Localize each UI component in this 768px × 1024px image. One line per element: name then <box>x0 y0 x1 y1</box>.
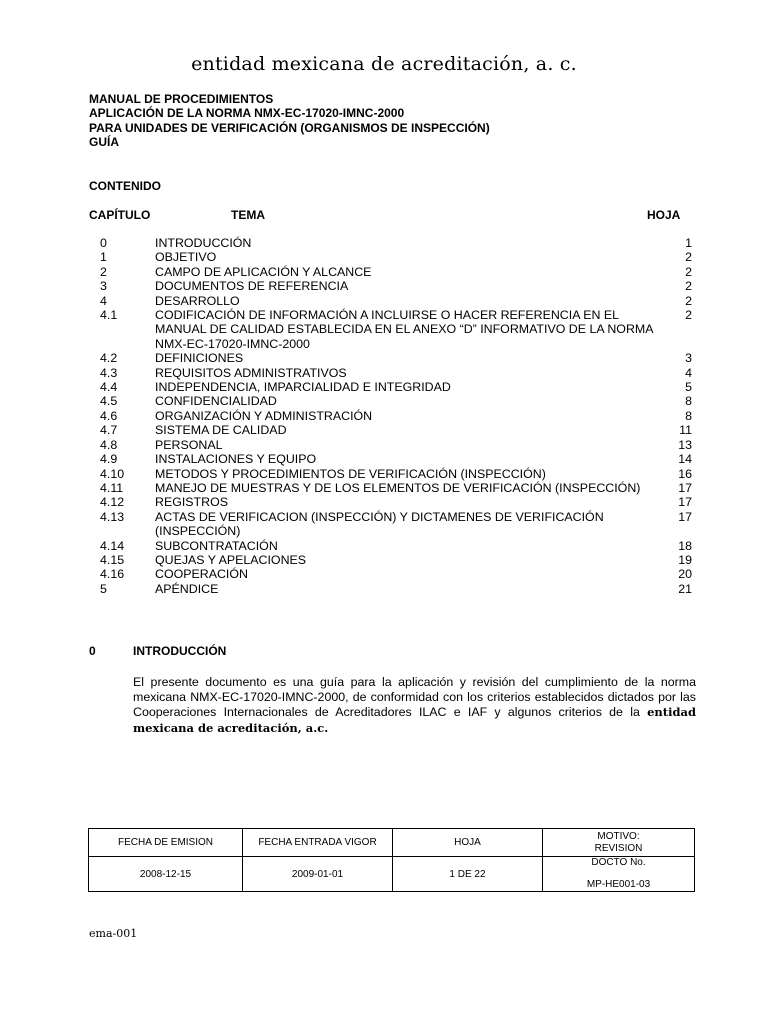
toc-topic: REGISTROS <box>155 495 228 510</box>
toc-topic: CAMPO DE APLICACIÓN Y ALCANCE <box>155 264 372 279</box>
toc-row <box>100 409 692 423</box>
sheet-value: 1 DE 22 <box>393 857 543 892</box>
toc-page-number: 17 <box>678 509 692 524</box>
introduction-text: El presente documento es una guía para la aplicación y revisión del cumplimiento de la norma mexicana NMX-EC-17020-IMNC-2000, de conformidad con los criterios establecidos dictados por las Cooperaciones Internacionales de Acreditadores ILAC e IAF y algunos criterios de la <box>133 675 696 720</box>
motivo-label: MOTIVO: <box>597 830 640 842</box>
toc-topic: PERSONAL <box>155 437 223 452</box>
introduction-paragraph <box>133 675 696 736</box>
toc-topic: APÉNDICE <box>155 581 219 596</box>
toc-page-number: 8 <box>685 394 692 409</box>
document-header <box>89 92 490 149</box>
toc-page-number: 21 <box>678 581 692 596</box>
toc-page-number: 14 <box>678 452 692 467</box>
toc-page-number: 2 <box>685 279 692 294</box>
toc-topic: SUBCONTRATACIÓN <box>155 538 278 553</box>
toc-row <box>100 495 692 509</box>
toc-row <box>100 423 692 437</box>
toc-number: 4.4 <box>100 380 118 395</box>
toc-row <box>100 467 692 481</box>
control-value-row <box>89 857 695 892</box>
toc-page-number: 1 <box>685 236 692 250</box>
toc-topic: ACTAS DE VERIFICACION (INSPECCIÓN) Y DICTAMENES DE VERIFICACIÓN (INSPECCIÓN) <box>155 509 604 539</box>
page-code: ema-001 <box>89 927 138 940</box>
header-line: MANUAL DE PROCEDIMIENTOS <box>89 92 274 106</box>
toc-number: 4.3 <box>100 365 118 380</box>
section-number: 0 <box>89 644 96 658</box>
toc-number: 4 <box>100 293 107 308</box>
toc-row <box>100 539 692 553</box>
toc-row <box>100 438 692 452</box>
revision-label: REVISION <box>594 842 643 854</box>
toc-number: 0 <box>100 236 107 250</box>
toc-page-number: 2 <box>685 250 692 265</box>
effective-date-value: 2009-01-01 <box>243 857 393 892</box>
toc-row <box>100 510 692 539</box>
toc-topic: INTRODUCCIÓN <box>155 236 252 250</box>
toc-row <box>100 394 692 408</box>
toc-number: 2 <box>100 264 107 279</box>
toc-number: 4.5 <box>100 394 118 409</box>
chapter-column-header: CAPÍTULO <box>89 208 151 222</box>
control-header-row <box>89 829 695 857</box>
toc-row <box>100 265 692 279</box>
toc-row <box>100 481 692 495</box>
toc-number: 4.8 <box>100 437 118 452</box>
toc-page-number: 11 <box>679 423 692 438</box>
toc-page-number: 20 <box>678 567 692 582</box>
toc-page-number: 4 <box>685 365 692 380</box>
toc-page-number: 2 <box>685 264 692 279</box>
toc-topic: COOPERACIÓN <box>155 567 248 582</box>
header-line: PARA UNIDADES DE VERIFICACIÓN (ORGANISMOS DE INSPECCIÓN) <box>89 120 490 135</box>
toc-topic: OBJETIVO <box>155 250 217 265</box>
document-number-label: DOCTO No. <box>591 857 646 868</box>
toc-row <box>100 452 692 466</box>
header-line: APLICACIÓN DE LA NORMA NMX-EC-17020-IMNC-2000 <box>89 106 405 121</box>
organization-name: entidad mexicana de acreditación, a. c. <box>191 53 577 75</box>
toc-topic: DESARROLLO <box>155 293 240 308</box>
toc-row <box>100 250 692 264</box>
topic-column-header: TEMA <box>231 208 265 222</box>
toc-number: 4.14 <box>100 538 125 553</box>
toc-topic: CODIFICACIÓN DE INFORMACIÓN A INCLUIRSE O HACER REFERENCIA EN EL MANUAL DE CALIDAD ESTABLECIDA EN EL ANEXO “D” INFORMATIVO DE LA NORMA NMX-EC-17020-IMNC-2000 <box>155 308 653 351</box>
toc-row <box>100 236 692 250</box>
toc-page-number: 16 <box>678 466 692 481</box>
contents-title: CONTENIDO <box>89 179 161 193</box>
toc-page-number: 17 <box>678 480 692 495</box>
toc-topic: CONFIDENCIALIDAD <box>155 394 277 409</box>
toc-number: 4.15 <box>100 552 125 567</box>
page-column-header: HOJA <box>647 208 681 222</box>
header-line: GUÍA <box>89 134 119 149</box>
toc-row <box>100 308 692 351</box>
toc-number: 4.2 <box>100 351 118 366</box>
section-title: INTRODUCCIÓN <box>133 644 227 658</box>
toc-row <box>100 553 692 567</box>
sheet-header: HOJA <box>393 829 543 857</box>
toc-topic: SISTEMA DE CALIDAD <box>155 423 287 438</box>
toc-number: 5 <box>100 581 107 596</box>
toc-topic: INDEPENDENCIA, IMPARCIALIDAD E INTEGRIDAD <box>155 380 451 395</box>
document-number-cell <box>543 857 695 892</box>
toc-row <box>100 294 692 308</box>
toc-page-number: 8 <box>685 408 692 423</box>
toc-page-number: 19 <box>678 552 692 567</box>
toc-row <box>100 351 692 365</box>
toc-page-number: 13 <box>678 437 692 452</box>
toc-row <box>100 582 692 596</box>
toc-number: 4.6 <box>100 408 118 423</box>
toc-row <box>100 567 692 581</box>
toc-number: 4.7 <box>100 423 118 438</box>
toc-row <box>100 366 692 380</box>
toc-topic: QUEJAS Y APELACIONES <box>155 552 307 567</box>
introduction-organization: entidad mexicana de acreditación, a.c. <box>133 705 696 735</box>
toc-topic: DEFINICIONES <box>155 351 244 366</box>
toc-page-number: 5 <box>685 380 692 395</box>
document-control-table <box>88 828 695 892</box>
toc-number: 4.13 <box>100 509 125 524</box>
document-number-value: MP-HE001-03 <box>586 879 651 890</box>
toc-topic: ORGANIZACIÓN Y ADMINISTRACIÓN <box>155 408 373 423</box>
toc-number: 4.12 <box>100 495 125 510</box>
toc-number: 3 <box>100 279 107 294</box>
toc-row <box>100 279 692 293</box>
toc-page-number: 3 <box>685 351 692 366</box>
toc-row <box>100 380 692 394</box>
toc-number: 1 <box>100 250 107 265</box>
table-of-contents <box>100 236 692 596</box>
issue-date-header: FECHA DE EMISION <box>89 829 243 857</box>
toc-topic: METODOS Y PROCEDIMIENTOS DE VERIFICACIÓN (INSPECCIÓN) <box>155 466 546 481</box>
toc-number: 4.10 <box>100 466 125 481</box>
toc-number: 4.9 <box>100 452 118 467</box>
toc-page-number: 2 <box>685 293 692 308</box>
revision-reason-header <box>543 829 695 857</box>
issue-date-value: 2008-12-15 <box>89 857 243 892</box>
toc-number: 4.11 <box>100 480 124 495</box>
toc-topic: INSTALACIONES Y EQUIPO <box>155 452 317 467</box>
toc-page-number: 18 <box>678 538 692 553</box>
toc-number: 4.1 <box>100 308 118 323</box>
toc-page-number: 17 <box>678 495 692 510</box>
toc-topic: DOCUMENTOS DE REFERENCIA <box>155 279 349 294</box>
toc-topic: MANEJO DE MUESTRAS Y DE LOS ELEMENTOS DE VERIFICACIÓN (INSPECCIÓN) <box>155 480 641 495</box>
effective-date-header: FECHA ENTRADA VIGOR <box>243 829 393 857</box>
toc-topic: REQUISITOS ADMINISTRATIVOS <box>155 365 347 380</box>
toc-number: 4.16 <box>100 567 125 582</box>
toc-page-number: 2 <box>685 308 692 323</box>
